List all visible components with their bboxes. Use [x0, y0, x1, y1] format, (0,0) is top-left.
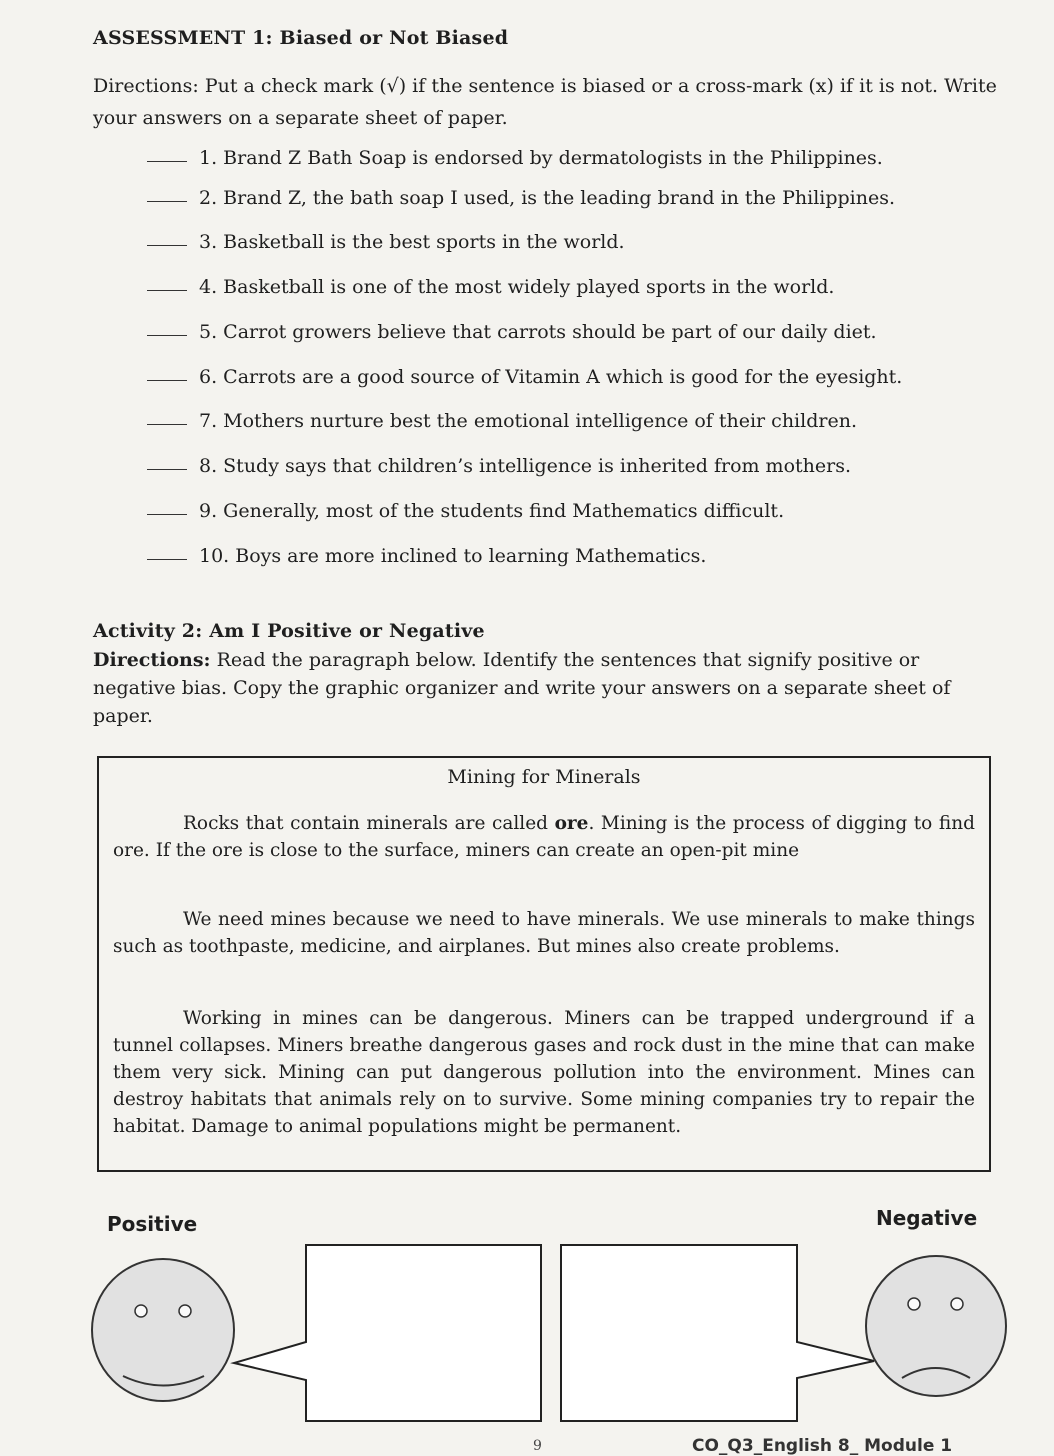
passage-title: Mining for Minerals: [447, 766, 641, 788]
negative-answer-box: [561, 1245, 874, 1421]
activity-directions: Directions: Read the paragraph below. Identify the sentences that signify positive or negative bias. Copy the graphic organizer and write your answers on a separate sheet of paper.: [93, 649, 951, 727]
assessment-item: 8. Study says that children’s intelligence is inherited from mothers.: [147, 455, 851, 477]
passage-paragraph: We need mines because we need to have minerals. We use minerals to make things such as toothpaste, medicine, and airplanes. But mines also create problems.: [113, 909, 975, 957]
answer-blank: [147, 245, 187, 246]
activity-title: Activity 2: Am I Positive or Negative: [93, 620, 485, 642]
negative-label: Negative: [876, 1206, 978, 1230]
assessment-directions: Directions: Put a check mark (√) if the sentence is biased or a cross-mark (x) if it is not. Write your answers on a separate sheet of paper.: [93, 75, 997, 129]
answer-blank: [147, 514, 187, 515]
module-footer: CO_Q3_English 8_ Module 1: [692, 1436, 953, 1456]
passage-paragraph: Rocks that contain minerals are called ore. Mining is the process of digging to find ore. If the ore is close to the surface, miners can create an open-pit mine: [113, 813, 975, 861]
assessment-item: 10. Boys are more inclined to learning Mathematics.: [147, 545, 706, 567]
answer-blank: [147, 161, 187, 162]
assessment-item: 3. Basketball is the best sports in the world.: [147, 231, 625, 253]
answer-blank: [147, 380, 187, 381]
assessment-item: 2. Brand Z, the bath soap I used, is the leading brand in the Philippines.: [147, 187, 895, 209]
assessment-item: 1. Brand Z Bath Soap is endorsed by dermatologists in the Philippines.: [147, 147, 883, 169]
positive-label: Positive: [107, 1212, 198, 1236]
answer-blank: [147, 201, 187, 202]
assessment-item: 5. Carrot growers believe that carrots should be part of our daily diet.: [147, 321, 877, 343]
sad-face-icon: [866, 1256, 1006, 1396]
answer-blank: [147, 424, 187, 425]
assessment-title: ASSESSMENT 1: Biased or Not Biased: [93, 27, 509, 49]
assessment-item: 4. Basketball is one of the most widely played sports in the world.: [147, 276, 834, 298]
smiling-face-icon: [92, 1259, 234, 1401]
answer-blank: [147, 290, 187, 291]
page-number: 9: [533, 1438, 542, 1454]
assessment-item: 6. Carrots are a good source of Vitamin A which is good for the eyesight.: [147, 366, 902, 388]
assessment-item: 9. Generally, most of the students find Mathematics difficult.: [147, 500, 784, 522]
answer-blank: [147, 469, 187, 470]
passage-paragraph: Working in mines can be dangerous. Miners can be trapped underground if a tunnel collapses. Miners breathe dangerous gases and rock dust in the mine that can make them very sick. Mining can put dangerous pollution into the environment. Mines can destroy habitats that animals rely on to survive. Some mining companies try to repair the habitat. Damage to animal populations might be permanent.: [113, 1008, 975, 1137]
answer-blank: [147, 335, 187, 336]
answer-blank: [147, 559, 187, 560]
passage-box: [97, 756, 991, 1172]
assessment-item: 7. Mothers nurture best the emotional intelligence of their children.: [147, 410, 857, 432]
positive-answer-box: [234, 1245, 541, 1421]
graphic-organizer: [0, 1230, 1054, 1456]
